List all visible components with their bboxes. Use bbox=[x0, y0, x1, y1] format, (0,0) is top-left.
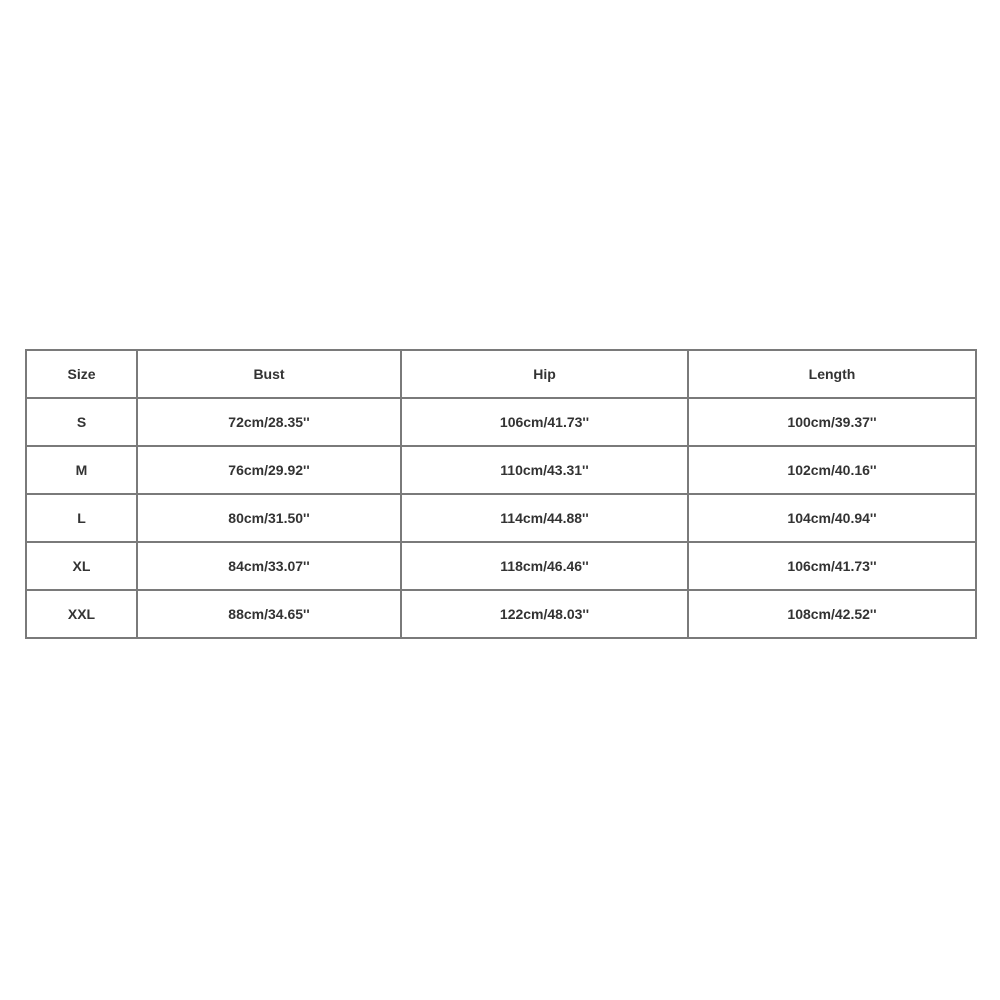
size-cell: S bbox=[26, 398, 137, 446]
table-row bbox=[26, 590, 976, 638]
header-bust: Bust bbox=[137, 350, 401, 398]
hip-cell: 122cm/48.03'' bbox=[401, 590, 688, 638]
hip-cell: 106cm/41.73'' bbox=[401, 398, 688, 446]
size-cell: XXL bbox=[26, 590, 137, 638]
size-chart-table bbox=[25, 349, 977, 639]
bust-cell: 72cm/28.35'' bbox=[137, 398, 401, 446]
length-cell: 100cm/39.37'' bbox=[688, 398, 976, 446]
bust-cell: 84cm/33.07'' bbox=[137, 542, 401, 590]
hip-cell: 114cm/44.88'' bbox=[401, 494, 688, 542]
header-size: Size bbox=[26, 350, 137, 398]
table-row bbox=[26, 446, 976, 494]
bust-cell: 88cm/34.65'' bbox=[137, 590, 401, 638]
size-cell: L bbox=[26, 494, 137, 542]
table-row bbox=[26, 542, 976, 590]
table-row bbox=[26, 398, 976, 446]
header-hip: Hip bbox=[401, 350, 688, 398]
table-row bbox=[26, 494, 976, 542]
header-length: Length bbox=[688, 350, 976, 398]
hip-cell: 110cm/43.31'' bbox=[401, 446, 688, 494]
length-cell: 102cm/40.16'' bbox=[688, 446, 976, 494]
length-cell: 108cm/42.52'' bbox=[688, 590, 976, 638]
length-cell: 106cm/41.73'' bbox=[688, 542, 976, 590]
table-body bbox=[26, 398, 976, 638]
hip-cell: 118cm/46.46'' bbox=[401, 542, 688, 590]
size-cell: XL bbox=[26, 542, 137, 590]
length-cell: 104cm/40.94'' bbox=[688, 494, 976, 542]
bust-cell: 80cm/31.50'' bbox=[137, 494, 401, 542]
table-header bbox=[26, 350, 976, 398]
header-row bbox=[26, 350, 976, 398]
size-cell: M bbox=[26, 446, 137, 494]
bust-cell: 76cm/29.92'' bbox=[137, 446, 401, 494]
